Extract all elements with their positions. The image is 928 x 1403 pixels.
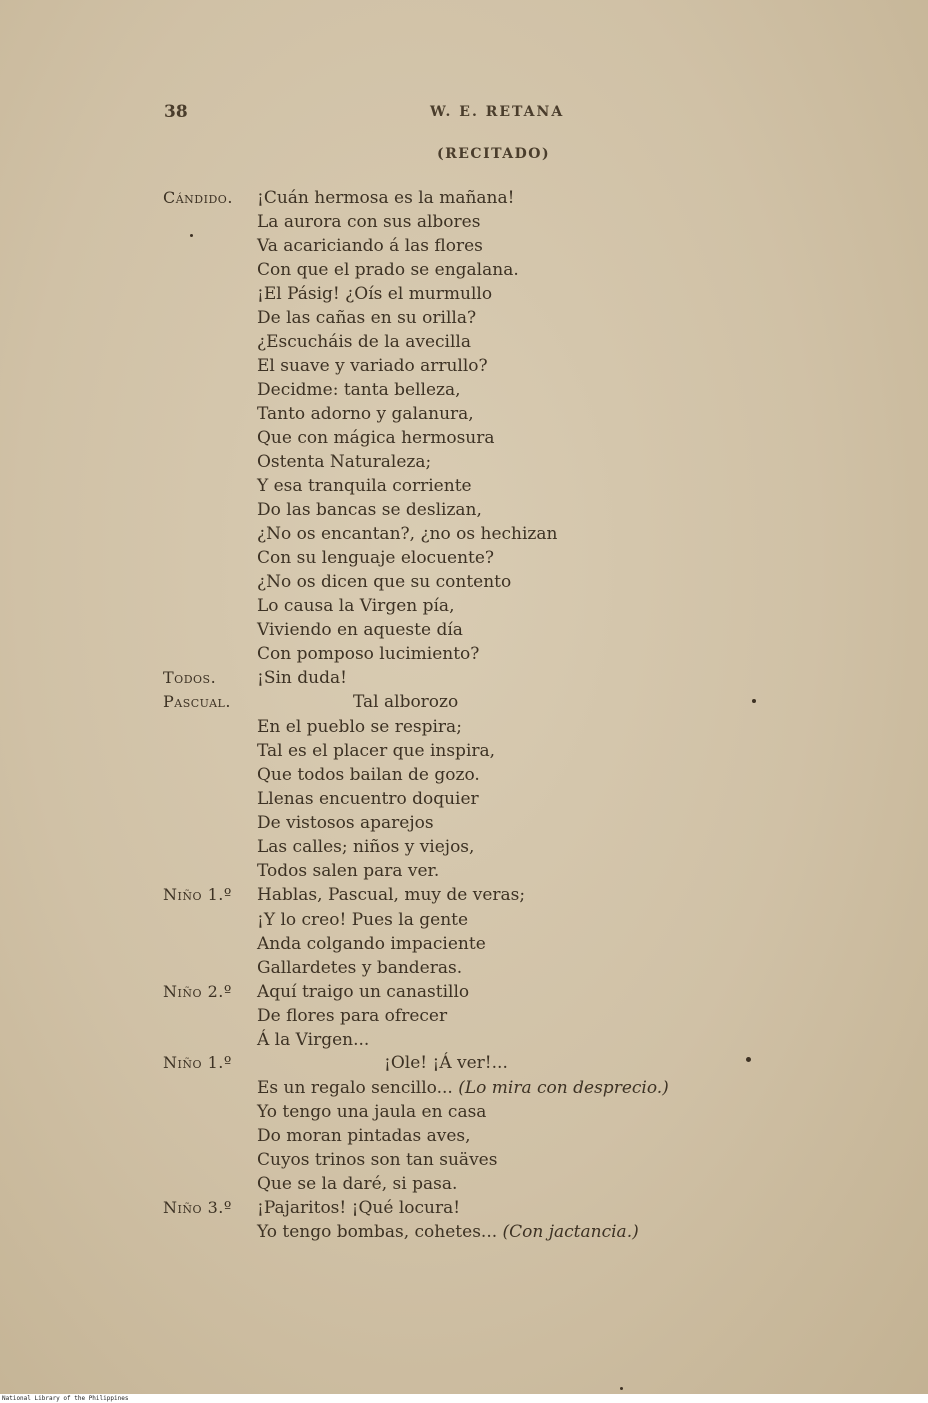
verse-line: El suave y variado arrullo? bbox=[257, 356, 488, 376]
verse-line: Va acariciando á las flores bbox=[257, 236, 483, 256]
verse-line: Con pomposo lucimiento? bbox=[257, 644, 480, 664]
verse-line bbox=[257, 1077, 669, 1099]
verse-line: Y esa tranquila corriente bbox=[257, 476, 472, 496]
paper-speck bbox=[620, 1387, 623, 1390]
verse-line: La aurora con sus albores bbox=[257, 212, 481, 232]
verse-line: Hablas, Pascual, muy de veras; bbox=[257, 885, 526, 905]
verse-line: Llenas encuentro doquier bbox=[257, 789, 479, 809]
speaker-label: Cándido. bbox=[163, 188, 233, 207]
verse-line: Viviendo en aqueste día bbox=[257, 620, 463, 640]
running-head: W. E. RETANA bbox=[430, 104, 565, 120]
verse-line: Yo tengo una jaula en casa bbox=[257, 1102, 487, 1122]
speaker-label: Todos. bbox=[163, 668, 217, 687]
verse-line: ¿No os encantan?, ¿no os hechizan bbox=[257, 524, 558, 544]
verse-text: Es un regalo sencillo... bbox=[257, 1078, 453, 1098]
verse-line: Anda colgando impaciente bbox=[257, 934, 486, 954]
speaker-label: Niño 3.º bbox=[163, 1198, 232, 1217]
verse-line: Las calles; niños y viejos, bbox=[257, 837, 475, 857]
verse-line: Tal es el placer que inspira, bbox=[257, 741, 496, 761]
speaker-label: Pascual. bbox=[163, 692, 231, 711]
verse-line: En el pueblo se respira; bbox=[257, 717, 462, 737]
verse-line: Aquí traigo un canastillo bbox=[257, 982, 470, 1002]
verse-line: Con su lenguaje elocuente? bbox=[257, 548, 495, 568]
verse-line: ¡Cuán hermosa es la mañana! bbox=[257, 188, 515, 208]
verse-line: De flores para ofrecer bbox=[257, 1006, 448, 1026]
verse-line: Á la Virgen... bbox=[257, 1030, 370, 1050]
section-title: (RECITADO) bbox=[437, 146, 551, 162]
verse-line: Que con mágica hermosura bbox=[257, 428, 495, 448]
verse-line: Cuyos trinos son tan suäves bbox=[257, 1150, 498, 1170]
speaker-label: Niño 1.º bbox=[163, 1053, 232, 1072]
verse-line: Do las bancas se deslizan, bbox=[257, 500, 482, 520]
verse-line: ¡El Pásig! ¿Oís el murmullo bbox=[257, 284, 493, 304]
verse-line: Gallardetes y banderas. bbox=[257, 958, 463, 978]
speaker-label: Niño 2.º bbox=[163, 982, 232, 1001]
stage-direction: (Con jactancia.) bbox=[502, 1222, 639, 1242]
page-number: 38 bbox=[164, 102, 188, 122]
verse-line: Tal alborozo bbox=[353, 692, 459, 712]
verse-line: ¡Ole! ¡Á ver!... bbox=[384, 1053, 508, 1073]
verse-line: Decidme: tanta belleza, bbox=[257, 380, 461, 400]
verse-line: De vistosos aparejos bbox=[257, 813, 434, 833]
verse-line: ¡Sin duda! bbox=[257, 668, 347, 688]
verse-line: Que todos bailan de gozo. bbox=[257, 765, 480, 785]
footer-credit: National Library of the Philippines bbox=[2, 1395, 129, 1402]
paper-speck bbox=[746, 1057, 751, 1062]
verse-line bbox=[257, 1221, 639, 1243]
paper-speck bbox=[190, 234, 193, 237]
verse-line: ¿No os dicen que su contento bbox=[257, 572, 512, 592]
verse-line: Do moran pintadas aves, bbox=[257, 1126, 471, 1146]
verse-line: Que se la daré, si pasa. bbox=[257, 1174, 458, 1194]
verse-text: Yo tengo bombas, cohetes... bbox=[257, 1222, 498, 1242]
verse-line: Tanto adorno y galanura, bbox=[257, 404, 474, 424]
verse-line: ¡Y lo creo! Pues la gente bbox=[257, 910, 469, 930]
verse-line: ¡Pajaritos! ¡Qué locura! bbox=[257, 1198, 461, 1218]
paper-speck bbox=[752, 699, 756, 703]
verse-line: ¿Escucháis de la avecilla bbox=[257, 332, 471, 352]
stage-direction: (Lo mira con desprecio.) bbox=[458, 1078, 669, 1098]
verse-line: Todos salen para ver. bbox=[257, 861, 440, 881]
speaker-label: Niño 1.º bbox=[163, 885, 232, 904]
verse-line: Ostenta Naturaleza; bbox=[257, 452, 432, 472]
verse-line: Con que el prado se engalana. bbox=[257, 260, 519, 280]
footer-strip bbox=[0, 1394, 928, 1403]
verse-line: Lo causa la Virgen pía, bbox=[257, 596, 455, 616]
verse-line: De las cañas en su orilla? bbox=[257, 308, 477, 328]
